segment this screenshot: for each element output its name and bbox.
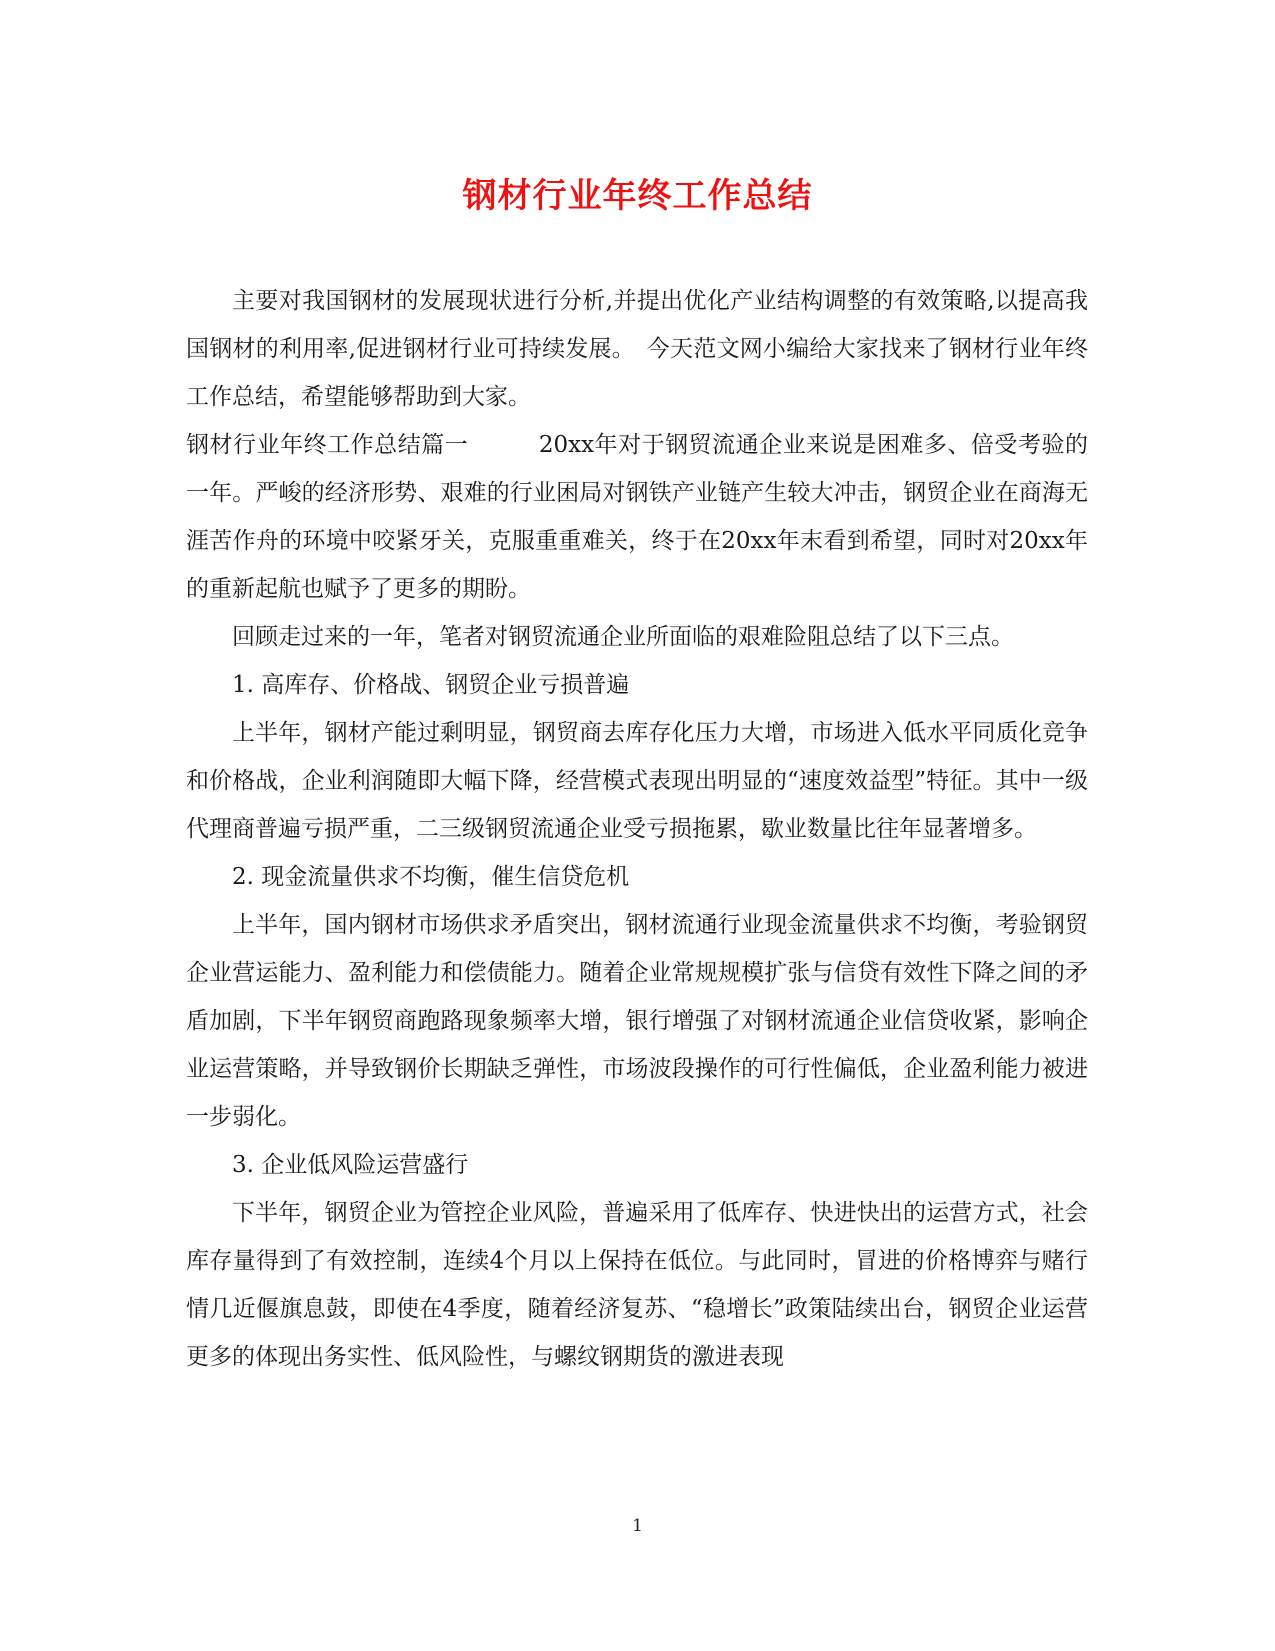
- page-number: 1: [632, 1516, 643, 1536]
- paragraph-intro: 主要对我国钢材的发展现状进行分析,并提出优化产业结构调整的有效策略,以提高我国钢材的利用率,促进钢材行业可持续发展。 今天范文网小编给大家找来了钢材行业年终工作总结，希望能够帮助到大家。: [186, 288, 1088, 410]
- paragraph-point-2: 上半年，国内钢材市场供求矛盾突出，钢材流通行业现金流量供求不均衡，考验钢贸企业营运能力、盈利能力和偿债能力。随着企业常规规模扩张与信贷有效性下降之间的矛盾加剧，下半年钢贸商跑路现象频率大增，银行增强了对钢材流通企业信贷收紧，影响企业运营策略，并导致钢价长期缺乏弹性，市场波段操作的可行性偏低，企业盈利能力被进一步弱化。: [186, 912, 1088, 1130]
- heading-point-3: 3. 企业低风险运营盛行: [232, 1152, 469, 1178]
- document-title: 钢材行业年终工作总结: [462, 176, 813, 216]
- paragraph-point-3: 下半年，钢贸企业为管控企业风险，普遍采用了低库存、快进快出的运营方式，社会库存量得到了有效控制，连续4个月以上保持在低位。与此同时，冒进的价格博弈与赌行情几近偃旗息鼓，即使在4季度，随着经济复苏、“稳增长”政策陆续出台，钢贸企业运营更多的体现出务实性、低风险性，与螺纹钢期货的激进表现: [186, 1200, 1088, 1370]
- heading-point-2: 2. 现金流量供求不均衡，催生信贷危机: [232, 864, 630, 890]
- paragraph-point-1: 上半年，钢材产能过剩明显，钢贸商去库存化压力大增，市场进入低水平同质化竞争和价格战，企业利润随即大幅下降，经营模式表现出明显的“速度效益型”特征。其中一级代理商普遍亏损严重，二三级钢贸流通企业受亏损拖累，歇业数量比往年显著增多。: [186, 720, 1088, 842]
- document-body: [186, 277, 1088, 1381]
- heading-point-1: 1. 高库存、价格战、钢贸企业亏损普遍: [232, 672, 630, 698]
- paragraph-section-one-intro: 钢材行业年终工作总结篇一 20xx年对于钢贸流通企业来说是困难多、倍受考验的一年。严峻的经济形势、艰难的行业困局对钢铁产业链产生较大冲击，钢贸企业在商海无涯苦作舟的环境中咬紧牙关，克服重重难关，终于在20xx年末看到希望，同时对20xx年的重新起航也赋予了更多的期盼。: [186, 432, 1088, 602]
- paragraph-review: 回顾走过来的一年，笔者对钢贸流通企业所面临的艰难险阻总结了以下三点。: [232, 624, 1014, 650]
